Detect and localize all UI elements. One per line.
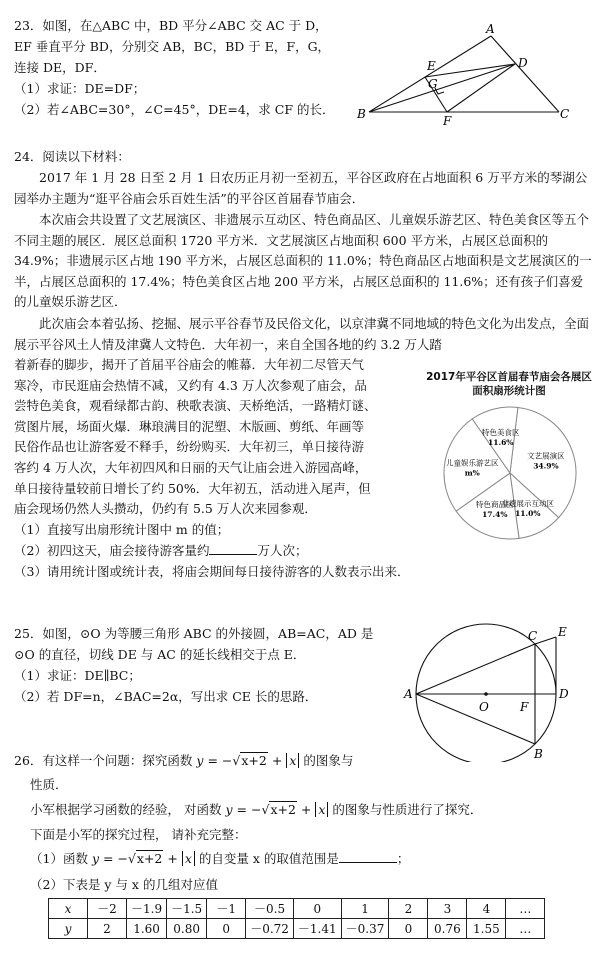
q24-paragraph-3-wrapped	[14, 355, 424, 520]
q26-l3-tail: 的图象与性质进行了探究．	[332, 802, 483, 817]
q23-part1: （1）求证：DE=DF；	[14, 81, 146, 96]
table-cell-x: 3	[428, 899, 467, 919]
fn-neg: −	[250, 802, 262, 817]
pie-slice-value: 11.6%	[488, 437, 514, 447]
table-cell-x: －1.5	[167, 899, 207, 919]
table-cell-y: 1.55	[467, 919, 506, 939]
q26-l1-tail: 的图象与	[303, 753, 354, 768]
pie-chart	[420, 398, 600, 548]
table-cell-x: －1.9	[127, 899, 167, 919]
q24-part2-blank[interactable]	[209, 542, 257, 555]
q24-part2	[14, 542, 307, 560]
q25-line1: 25．如图，⊙O 为等腰三角形 ABC 的外接圆，AB=AC，AD 是	[14, 626, 374, 641]
fn-abs: x	[286, 753, 299, 768]
pie-slice-label: 文艺展演区	[527, 451, 565, 461]
fn-abs: x	[182, 851, 195, 866]
q26-l5-end: ；	[396, 851, 410, 866]
pie-slice-value: 34.9%	[533, 461, 559, 471]
table-cell-x: －2	[88, 899, 127, 919]
q25-label-f: F	[520, 700, 529, 714]
q24-p3-line: 寒冷，市民逛庙会热情不减，又约有 4.3 万人次参观了庙会，品	[14, 377, 367, 393]
q24-p3-line: 单日接待量较前日增长了约 50%．大年初五，活动进入尾声，但	[14, 480, 371, 496]
q26-domain-blank[interactable]	[339, 850, 397, 863]
table-cell-x: －0.5	[246, 899, 294, 919]
q24-part1: （1）直接写出扇形统计图中 m 的值；	[14, 522, 230, 537]
q25-label-d: D	[559, 687, 569, 701]
q25-label-o: O	[479, 700, 489, 714]
q26-function-3: y = −√x+2 + x	[92, 850, 195, 866]
pie-slice-value: 17.4%	[482, 510, 508, 520]
q26-line2: 性质．	[30, 777, 68, 792]
q25-label-c: C	[528, 629, 538, 643]
table-cell-y: 0	[207, 919, 246, 939]
q26-function-1: y = −√x+2 + x	[196, 752, 299, 768]
fn-rad: x+2	[136, 851, 163, 866]
fn-eq: =	[207, 753, 218, 768]
q23-label-c: C	[560, 107, 570, 121]
q23-line2: EF 垂直平分 BD，分别交 AB，BC，BD 于 E，F，G，	[14, 39, 331, 54]
table-cell-x: 0	[293, 899, 341, 919]
q24-p3-line: 着新春的脚步，揭开了首届平谷庙会的帷幕．大年初二尽管天气	[14, 357, 365, 372]
table-cell-y: 0	[389, 919, 428, 939]
table-cell-y: －1.41	[293, 919, 341, 939]
table-header-x: x	[49, 899, 88, 919]
table-cell-x: …	[506, 899, 545, 919]
table-row-x	[49, 899, 545, 919]
pie-slice-label: 特色美食区	[481, 427, 520, 437]
q24-paragraph-3-intro: 此次庙会本着弘扬、挖掘、展示平谷春节及民俗文化，以京津冀不同地域的特色文化为出发点，全面展示平谷风土人情及津冀人文特色．大年初一，来自全国各地的约 3.2 万人踏	[14, 316, 590, 352]
fn-plus: +	[271, 753, 283, 768]
table-cell-y: …	[506, 919, 545, 939]
q26-line6: （2）下表是 y 与 x 的几组对应值	[30, 877, 218, 892]
q23-label-f: F	[443, 114, 452, 126]
table-cell-x: 2	[389, 899, 428, 919]
q26-function-2: y = −√x+2 + x	[225, 801, 328, 817]
table-cell-y: －0.37	[341, 919, 389, 939]
q25-part2: （2）若 DF=n，∠BAC=2α，写出求 CE 长的思路．	[14, 689, 318, 704]
q23-part2: （2）若∠ABC=30°，∠C=45°，DE=4，求 CF 的长．	[14, 102, 335, 117]
fn-plus: +	[167, 851, 178, 866]
q26-line5	[30, 850, 409, 868]
q24-p3-line: 赏图片展，场面火爆．琳琅满目的泥塑、木版画、剪纸、年画等	[14, 418, 365, 434]
table-header-y: y	[49, 919, 88, 939]
q23-label-g: G	[428, 77, 438, 91]
q24-part3: （3）请用统计图或统计表，将庙会期间每日接待游客的人数表示出来．	[14, 564, 410, 579]
fn-y: y	[225, 802, 233, 817]
table-row-y	[49, 919, 545, 939]
pie-slice-value: m%	[464, 468, 480, 478]
fn-eq: =	[102, 851, 114, 866]
q23-line1: 23．如图，在△ABC 中，BD 平分∠ABC 交 AC 于 D，	[14, 18, 328, 33]
fn-eq: =	[236, 802, 247, 817]
q24-p3-line: 民俗作品也让游客爱不释手，纷纷购买．大年初三，单日接待游	[14, 439, 365, 455]
q25-label-e: E	[558, 625, 567, 639]
q25-figure	[398, 620, 588, 762]
q24-title: 24．阅读以下材料：	[14, 149, 130, 164]
fn-neg: −	[117, 851, 128, 866]
table-cell-y: 0.80	[167, 919, 207, 939]
fn-y: y	[91, 851, 99, 866]
fn-rad: x+2	[241, 753, 267, 768]
pie-slice-label: 非遗展示互动区	[501, 498, 555, 508]
fn-abs: x	[315, 802, 328, 817]
table-cell-x: －1	[207, 899, 246, 919]
q23-label-e: E	[427, 59, 436, 73]
table-cell-y: 2	[88, 919, 127, 939]
pie-chart-title: 2017年平谷区首届春节庙会各展区面积扇形统计图	[426, 371, 592, 397]
q24-paragraph-2: 本次庙会共设置了文艺展演区、非遗展示互动区、特色商品区、儿童娱乐游艺区、特色美食区等五个不同主题的展区．展区总面积 1720 平方米．文艺展演区占地面积 600 平方米，占展区总面积的 34.9%；非遗展示区占地 190 平方米，占展区总面积的 11.0%；特色商品区占地面积是文艺展演区的一半，占展区总面积的 17.4%；特色美食区占地 200 平方米，占展区总面积的 11.6%；还有孩子们喜爱的儿童娱乐游艺区．	[14, 212, 592, 309]
q26-value-table	[48, 898, 545, 939]
q23-figure	[355, 22, 585, 126]
q24-part2-unit: 万人次；	[257, 543, 308, 558]
q23-line3: 连接 DE，DF．	[14, 60, 106, 75]
q25-label-b: B	[534, 747, 543, 761]
q24-p3-line: 客约 4 万人次，大年初四风和日丽的天气让庙会进入游园高峰，	[14, 459, 368, 475]
table-cell-y: －0.72	[246, 919, 294, 939]
table-cell-x: 1	[341, 899, 389, 919]
q26-line4: 下面是小军的探究过程， 请补充完整：	[30, 827, 247, 842]
q24-p3-line: 庙会现场仍然人头攒动，仍约有 5.5 万人次来园参观．	[14, 501, 317, 517]
fn-neg: −	[221, 753, 233, 768]
q26-line1	[14, 752, 353, 770]
q26-l5-mid: 的自变量 x 的取值范围是	[198, 851, 339, 866]
q26-l1-text: 26．有这样一个问题：探究函数	[14, 753, 193, 768]
q24-p3-line: 尝特色美食，观看绿都古韵、秧歌表演、天桥绝活，一路精灯谜、	[14, 398, 377, 414]
q25-part1: （1）求证：DE∥BC；	[14, 668, 141, 683]
pie-slice-label: 特色商品区	[476, 500, 514, 510]
q23-label-d: D	[518, 56, 528, 70]
fn-y: y	[196, 753, 204, 768]
table-cell-y: 0.76	[428, 919, 467, 939]
q26-l3-text: 小军根据学习函数的经验， 对函数	[30, 802, 222, 817]
q23-label-a: A	[486, 22, 495, 36]
pie-slice-label: 儿童娱乐游艺区	[446, 458, 499, 468]
q24-paragraph-1: 2017 年 1 月 28 日至 2 月 1 日农历正月初一至初五，平谷区政府在占地面积 6 万平方米的琴湖公园举办主题为“逛平谷庙会乐百姓生活”的平谷区首届春节庙会．	[14, 170, 588, 206]
table-cell-x: 4	[467, 899, 506, 919]
pie-slice-value: 11.0%	[515, 508, 541, 518]
table-cell-y: 1.60	[127, 919, 167, 939]
q23-label-b: B	[357, 107, 366, 121]
q24-part2-text: （2）初四这天，庙会接待游客量约	[14, 543, 210, 558]
q26-line3	[30, 801, 482, 819]
fn-plus: +	[300, 802, 312, 817]
q25-label-a: A	[404, 687, 413, 701]
q26-l5-text: （1）函数	[30, 851, 88, 866]
q25-line2: ⊙O 的直径，切线 DE 与 AC 的延长线相交于点 E．	[14, 647, 306, 662]
fn-rad: x+2	[270, 802, 296, 817]
